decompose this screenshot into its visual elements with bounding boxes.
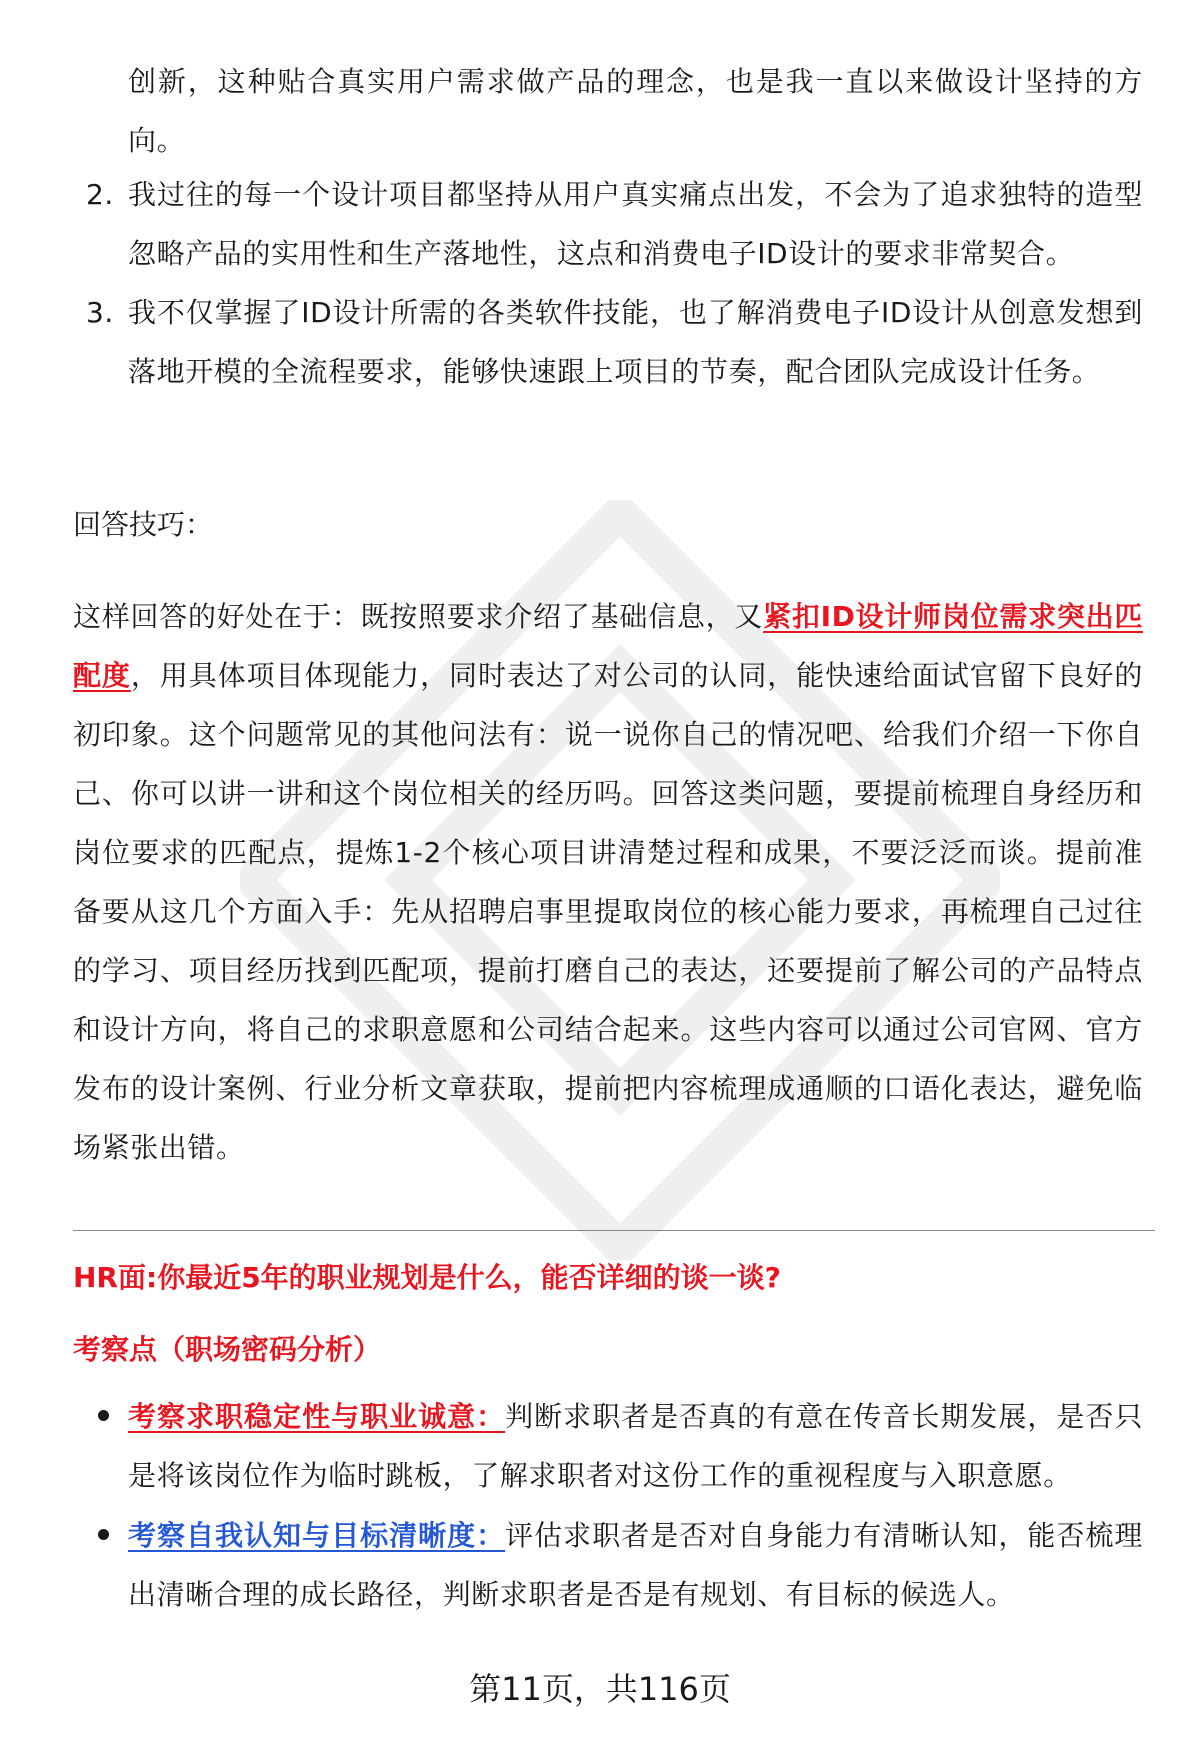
- section-divider: [73, 1230, 1155, 1231]
- numbered-item-3: [86, 283, 1143, 401]
- continuation-text: 创新，这种贴合真实用户需求做产品的理念，也是我一直以来做设计坚持的方向。: [128, 65, 1143, 157]
- paragraph-text: ，用具体项目体现能力，同时表达了对公司的认同，能快速给面试官留下良好的初印象。这个问题常见的其他问法有：说一说你自己的情况吧、给我们介绍一下你自己、你可以讲一讲和这个岗位相关的经历吗。回答这类问题，要提前梳理自身经历和岗位要求的匹配点，提炼1-2个核心项目讲清楚过程和成果，不要泛泛而谈。提前准备要从这几个方面入手：先从招聘启事里提取岗位的核心能力要求，再梳理自己过往的学习、项目经历找到匹配项，提前打磨自己的表达，还要提前了解公司的产品特点和设计方向，将自己的求职意愿和公司结合起来。这些内容可以通过公司官网、官方发布的设计案例、行业分析文章获取，提前把内容梳理成通顺的口语化表达，避免临场紧张出错。: [73, 659, 1143, 1164]
- question-subtitle: 考察点（职场密码分析）: [73, 1333, 382, 1366]
- bullet-dot-icon: [98, 1529, 109, 1540]
- item-text: 我过往的每一个设计项目都坚持从用户真实痛点出发，不会为了追求独特的造型忽略产品的实用性和生产落地性，这点和消费电子ID设计的要求非常契合。: [128, 178, 1143, 270]
- question-title: HR面:你最近5年的职业规划是什么，能否详细的谈一谈?: [73, 1261, 781, 1294]
- bullet-text: 评估求职者是否对自身能力有清晰认知，能否梳理出清晰合理的成长路径，判断求职者是否是有规划、有目标的候选人。: [128, 1519, 1143, 1611]
- numbered-item-2: [86, 165, 1143, 283]
- paragraph-text: 这样回答的好处在于：既按照要求介绍了基础信息，又: [73, 600, 764, 633]
- highlight-phrase: 紧扣ID设计师岗位需求突出匹配度: [73, 600, 1143, 692]
- item-number: 2.: [86, 178, 114, 211]
- bullet-item: [128, 1387, 1143, 1505]
- bullet-item: [128, 1506, 1143, 1624]
- item-text: 我不仅掌握了ID设计所需的各类软件技能，也了解消费电子ID设计从创意发想到落地开模的全流程要求，能够快速跟上项目的节奏，配合团队完成设计任务。: [128, 296, 1143, 388]
- bullet-dot-icon: [98, 1410, 109, 1421]
- item-number: 3.: [86, 296, 114, 329]
- answer-tip-label: 回答技巧：: [73, 508, 214, 541]
- bullet-keyword: 考察自我认知与目标清晰度：: [128, 1519, 506, 1552]
- bullet-keyword: 考察求职稳定性与职业诚意：: [128, 1400, 506, 1433]
- page-number: 第11页，共116页: [469, 1670, 731, 1708]
- bullet-text: 判断求职者是否真的有意在传音长期发展，是否只是将该岗位作为临时跳板，了解求职者对这份工作的重视程度与入职意愿。: [128, 1400, 1143, 1492]
- answer-paragraph: [73, 587, 1143, 1177]
